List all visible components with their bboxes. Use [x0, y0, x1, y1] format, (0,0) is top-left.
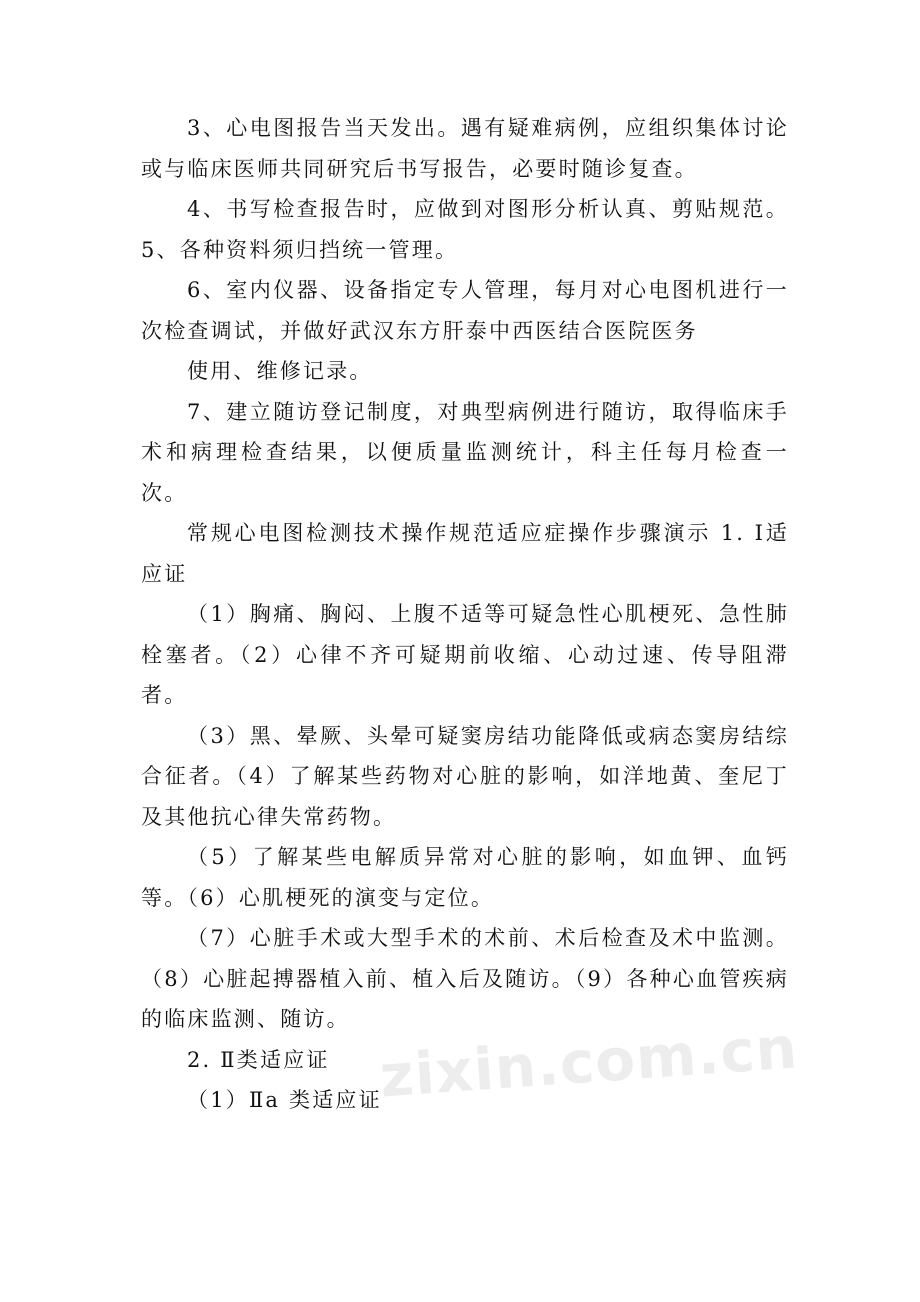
- section-heading-class-2: 2. Ⅱ类适应证: [187, 1047, 330, 1072]
- watermark: zixin.com.cn: [377, 1013, 800, 1111]
- paragraph-3: 3、心电图报告当天发出。遇有疑难病例，应组织集体讨论或与临床医师共同研究后书写报告，必要时随诊复查。: [141, 116, 789, 181]
- indication-item-5-6: （5）了解某些电解质异常对心脏的影响，如血钾、血钙等。（6）心肌梗死的演变与定位。: [141, 845, 789, 910]
- paragraph-6-cont: 使用、维修记录。: [187, 359, 373, 383]
- indication-item-3-4: （3）黑、晕厥、头晕可疑窦房结功能降低或病态窦房结综合征者。（4）了解某些药物对心脏的影响，如洋地黄、奎尼丁及其他抗心律失常药物。: [141, 723, 789, 829]
- document-body: [141, 108, 800, 1121]
- paragraph-4-5: 4、书写检查报告时，应做到对图形分析认真、剪贴规范。5、各种资料须归挡统一管理。: [141, 197, 789, 262]
- section-heading-indications: 常规心电图检测技术操作规范适应症操作步骤演示 1. Ⅰ适应证: [141, 521, 789, 586]
- subsection-heading-class-2a: （1）Ⅱa 类适应证: [187, 1088, 382, 1112]
- paragraph-6: 6、室内仪器、设备指定专人管理，每月对心电图机进行一次检查调试，并做好武汉东方肝泰中西医结合医院医务: [141, 278, 789, 343]
- indication-item-1-2: （1）胸痛、胸闷、上腹不适等可疑急性心肌梗死、急性肺栓塞者。（2）心律不齐可疑期前收缩、心动过速、传导阻滞者。: [141, 602, 789, 707]
- indication-item-7-9: （7）心脏手术或大型手术的术前、术后检查及术中监测。（8）心脏起搏器植入前、植入后及随访。（9）各种心血管疾病的临床监测、随访。: [141, 926, 789, 1031]
- paragraph-7: 7、建立随访登记制度，对典型病例进行随访，取得临床手术和病理检查结果，以便质量监测统计，科主任每月检查一次。: [141, 399, 789, 505]
